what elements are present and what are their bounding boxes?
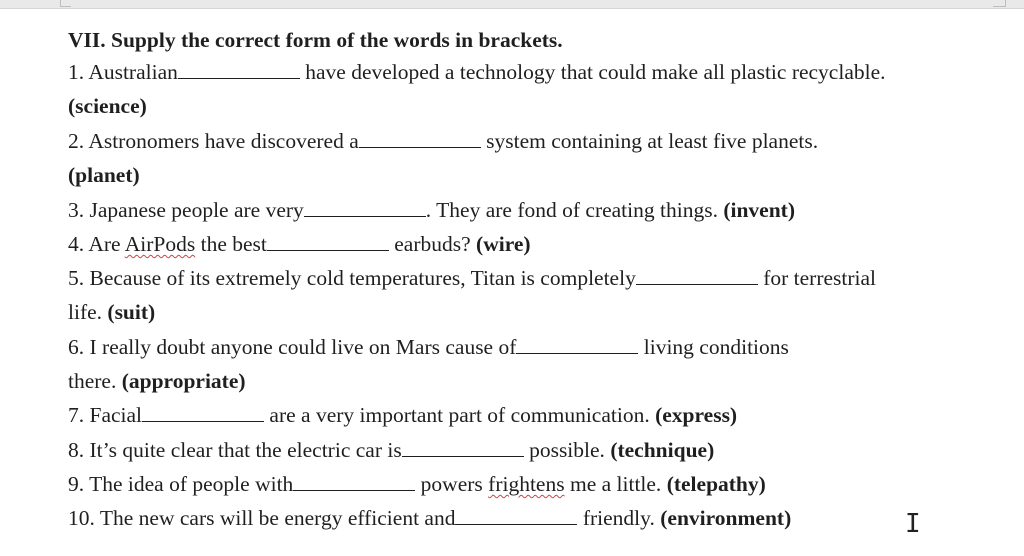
exercise-item-5-hint: (suit) [107,300,156,324]
answer-blank-2[interactable] [359,127,481,148]
spellcheck-word-frightens[interactable]: frightens [488,472,565,496]
answer-blank-9[interactable] [293,470,415,491]
exercise-item-5-line-1: 5. Because of its extremely cold temperatures, Titan is completely for terrestrial [68,266,877,290]
exercise-item-9: 9. The idea of people with powers frightens me a little. (telepathy) [68,472,766,496]
page-corner-mark-left [60,0,71,7]
exercise-item-3: 3. Japanese people are very . They are fond of creating things. (invent) [68,198,795,222]
page-corner-mark-right [993,0,1006,7]
answer-blank-4[interactable] [267,230,389,251]
exercise-item-8: 8. It’s quite clear that the electric car is possible. (technique) [68,438,715,462]
answer-blank-6[interactable] [516,333,638,354]
text-cursor-icon: I [905,509,921,539]
exercise-item-6-hint: (appropriate) [121,369,246,393]
exercise-item-4: 4. Are AirPods the best earbuds? (wire) [68,232,531,256]
exercise-item-8-hint: (technique) [610,438,715,462]
exercise-item-5-line-2: life. (suit) [68,300,156,324]
exercise-item-4-hint: (wire) [476,232,531,256]
top-ruler-bar [0,0,1024,9]
answer-blank-3[interactable] [304,196,426,217]
exercise-item-7-hint: (express) [655,403,738,427]
exercise-item-9-hint: (telepathy) [666,472,766,496]
answer-blank-1[interactable] [178,58,300,79]
exercise-item-6-line-2: there. (appropriate) [68,369,246,393]
exercise-item-10-hint: (environment) [660,506,792,530]
exercise-item-2-line-1: 2. Astronomers have discovered a system containing at least five planets. [68,129,819,153]
exercise-item-3-hint: (invent) [723,198,795,222]
exercise-title: VII. Supply the correct form of the words in brackets. [68,28,563,52]
answer-blank-10[interactable] [455,504,577,525]
answer-blank-8[interactable] [402,436,524,457]
answer-blank-5[interactable] [636,264,758,285]
answer-blank-7[interactable] [142,401,264,422]
spellcheck-word-airpods[interactable]: AirPods [124,232,196,256]
exercise-item-6-line-1: 6. I really doubt anyone could live on Mars cause of living conditions [68,335,789,359]
exercise-item-1-line-1: 1. Australian have developed a technology that could make all plastic recyclable. [68,60,886,84]
exercise-item-2-hint: (planet) [68,163,140,187]
exercise-item-10: 10. The new cars will be energy efficient and friendly. (environment) [68,506,792,530]
exercise-item-7: 7. Facial are a very important part of communication. (express) [68,403,738,427]
exercise-item-1-hint: (science) [68,94,147,118]
